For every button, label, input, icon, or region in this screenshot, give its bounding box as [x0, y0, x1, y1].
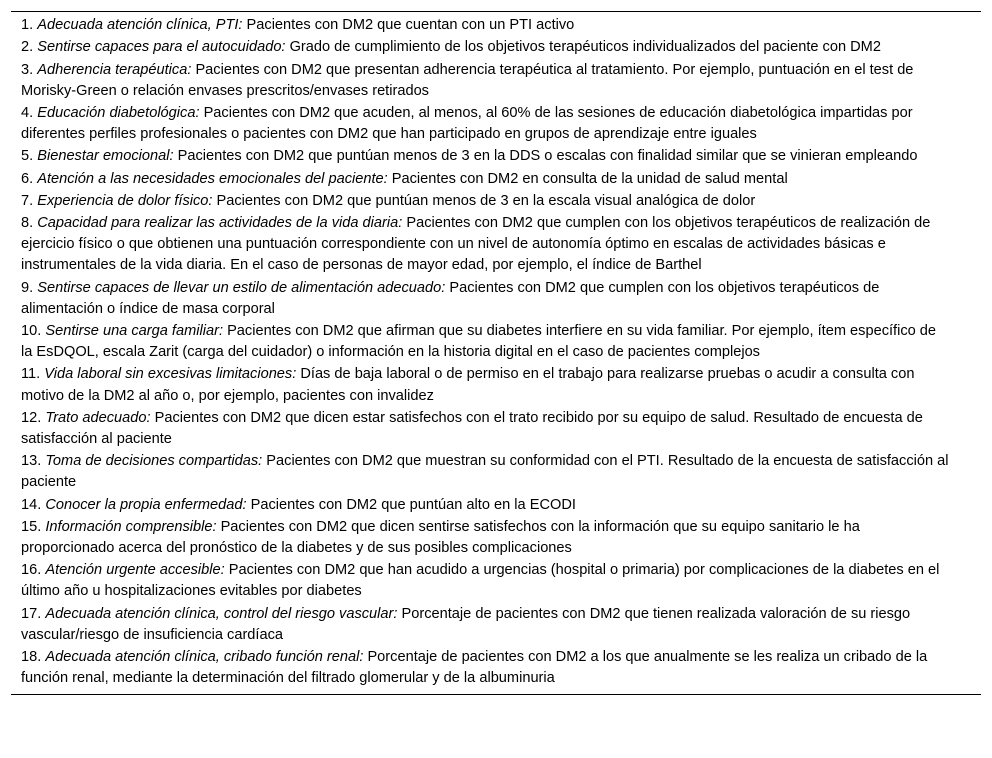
item-title: Educación diabetológica:	[37, 105, 200, 122]
table-row	[11, 37, 981, 59]
item-number: 10.	[21, 323, 42, 339]
table-row	[11, 494, 981, 516]
item-title: Conocer la propia enfermedad:	[45, 496, 247, 513]
item-number: 8.	[21, 215, 34, 232]
item-title: Adecuada atención clínica, PTI:	[37, 17, 243, 34]
item-description: Pacientes con DM2 que cuentan con un PTI activo	[246, 17, 575, 34]
item-number: 2.	[21, 39, 34, 56]
item-description: Pacientes con DM2 que puntúan alto en la ECODI	[250, 496, 576, 513]
table-row	[11, 146, 981, 168]
item-number: 7.	[21, 192, 34, 209]
item-title: Bienestar emocional:	[37, 148, 174, 165]
item-number: 12.	[21, 409, 42, 426]
item-title: Trato adecuado:	[45, 409, 151, 426]
item-description: Porcentaje de pacientes con DM2 que tienen realizada valoración de su riesgo vascular/riesgo de insuficiencia cardíaca	[21, 605, 911, 643]
item-number: 17.	[21, 605, 42, 622]
item-title: Atención a las necesidades emocionales del paciente:	[37, 170, 388, 187]
item-description: Grado de cumplimiento de los objetivos terapéuticos individualizados del paciente con DM2	[289, 39, 881, 56]
table-row	[11, 103, 981, 146]
item-number: 18.	[21, 648, 42, 665]
item-title: Adecuada atención clínica, cribado función renal:	[45, 648, 364, 665]
item-number: 14.	[21, 496, 42, 513]
item-number: 15.	[21, 518, 42, 535]
item-description: Pacientes con DM2 que cumplen con los objetivos terapéuticos de alimentación o índice de masa corporal	[21, 279, 880, 317]
table-row	[11, 603, 981, 646]
table-row	[11, 407, 981, 450]
item-title: Adecuada atención clínica, control del riesgo vascular:	[45, 605, 398, 622]
item-number: 13.	[21, 453, 42, 470]
table-row	[11, 560, 981, 603]
table-row	[11, 277, 981, 320]
table-row	[11, 321, 981, 364]
item-number: 5.	[21, 148, 34, 165]
item-title: Vida laboral sin excesivas limitaciones:	[44, 366, 297, 383]
table-row	[11, 647, 981, 690]
table-row	[11, 364, 981, 407]
table-row	[11, 191, 981, 213]
table-row	[11, 59, 981, 102]
item-description: Pacientes con DM2 que puntúan menos de 3 en la escala visual analógica de dolor	[216, 192, 756, 209]
item-description: Pacientes con DM2 que presentan adherencia terapéutica al tratamiento. Por ejemplo, puntuación en el test de Morisky-Green o relación envases prescritos/envases retirados	[21, 61, 914, 99]
table-row	[11, 516, 981, 559]
item-title: Capacidad para realizar las actividades de la vida diaria:	[37, 215, 403, 232]
item-title: Sentirse capaces para el autocuidado:	[37, 39, 286, 56]
item-description: Pacientes con DM2 que afirman que su diabetes interfiere en su vida familiar. Por ejemplo, ítem específico de la EsDQOL, escala Zarit (carga del cuidador) o información en la historia digital en el caso de pacientes complejos	[21, 323, 937, 361]
item-description: Pacientes con DM2 que dicen sentirse satisfechos con la información que su equipo sanitario le ha proporcionado acerca del pronóstico de la diabetes y de sus posibles complicaciones	[21, 518, 860, 556]
item-title: Información comprensible:	[45, 518, 217, 535]
item-description: Pacientes con DM2 en consulta de la unidad de salud mental	[391, 170, 788, 187]
table-row	[11, 213, 981, 278]
table-row	[11, 168, 981, 190]
item-description: Pacientes con DM2 que cumplen con los objetivos terapéuticos de realización de ejercicio físico o que obtienen una puntuación correspondiente con un nivel de autonomía óptimo en escalas de actividades básicas e instrumentales de la vida diaria. En el caso de personas de mayor edad, por ejemplo, el índice de Barthel	[21, 215, 931, 274]
item-number: 4.	[21, 105, 34, 122]
item-title: Atención urgente accesible:	[45, 562, 225, 579]
item-number: 3.	[21, 61, 34, 78]
item-description: Pacientes con DM2 que han acudido a urgencias (hospital o primaria) por complicaciones de la diabetes en el último año u hospitalizaciones evitables por diabetes	[21, 562, 940, 600]
item-title: Sentirse capaces de llevar un estilo de alimentación adecuado:	[37, 279, 446, 296]
item-title: Toma de decisiones compartidas:	[45, 453, 263, 470]
item-description: Porcentaje de pacientes con DM2 a los que anualmente se les realiza un cribado de la función renal, mediante la determinación del filtrado glomerular y de la albuminuria	[21, 648, 928, 687]
item-title: Experiencia de dolor físico:	[37, 192, 213, 209]
item-description: Días de baja laboral o de permiso en el trabajo para realizarse pruebas o acudir a consulta con motivo de la DM2 al año o, por ejemplo, pacientes con invalidez	[21, 366, 915, 404]
item-number: 16.	[21, 562, 42, 579]
item-description: Pacientes con DM2 que acuden, al menos, al 60% de las sesiones de educación diabetológica impartidas por diferentes perfiles profesionales o pacientes con DM2 que han participado en grupos de aprendizaje entre iguales	[21, 105, 913, 143]
item-number: 9.	[21, 279, 34, 296]
item-title: Sentirse una carga familiar:	[45, 323, 223, 339]
item-number: 11.	[21, 366, 41, 383]
item-number: 1.	[21, 17, 34, 34]
table-row	[11, 451, 981, 494]
item-number: 6.	[21, 170, 34, 187]
table-row	[11, 15, 981, 37]
item-description: Pacientes con DM2 que muestran su conformidad con el PTI. Resultado de la encuesta de satisfacción al paciente	[21, 453, 949, 491]
indicators-table	[11, 11, 981, 695]
item-title: Adherencia terapéutica:	[37, 61, 192, 78]
item-description: Pacientes con DM2 que puntúan menos de 3 en la DDS o escalas con finalidad similar que se vinieran empleando	[177, 148, 918, 165]
item-description: Pacientes con DM2 que dicen estar satisfechos con el trato recibido por su equipo de salud. Resultado de encuesta de satisfacción al paciente	[21, 409, 923, 447]
